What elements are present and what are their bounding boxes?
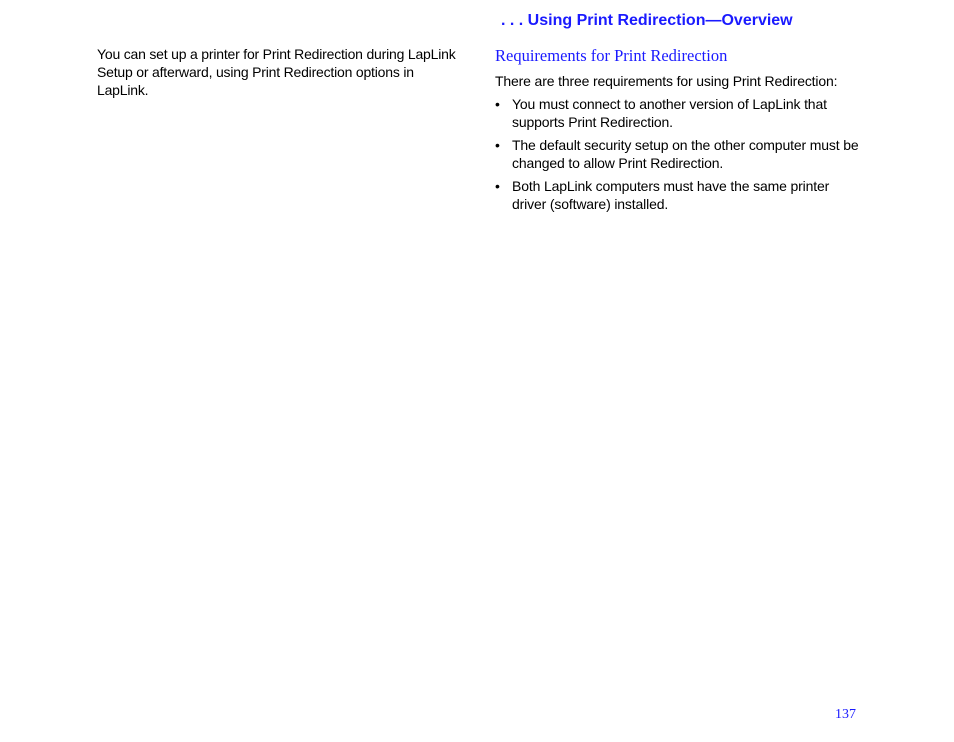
- bullet-icon: •: [495, 96, 500, 112]
- section-heading: Requirements for Print Redirection: [495, 46, 728, 65]
- list-item: [495, 177, 865, 213]
- list-item-text: The default security setup on the other computer must be changed to allow Print Redirection.: [512, 137, 859, 171]
- list-item-text: Both LapLink computers must have the same printer driver (software) installed.: [512, 178, 830, 212]
- page-number: 137: [835, 707, 856, 722]
- list-item-text: You must connect to another version of LapLink that supports Print Redirection.: [512, 96, 827, 130]
- requirements-section: [495, 45, 865, 218]
- requirements-list: [495, 95, 865, 213]
- list-item: [495, 136, 865, 172]
- requirements-intro: There are three requirements for using Print Redirection:: [495, 73, 838, 89]
- bullet-icon: •: [495, 178, 500, 194]
- bullet-icon: •: [495, 137, 500, 153]
- page-header-title: . . . Using Print Redirection—Overview: [501, 12, 793, 29]
- list-item: [495, 95, 865, 131]
- setup-paragraph: You can set up a printer for Print Redirection during LapLink Setup or afterward, using Print Redirection options in LapLink.: [97, 46, 456, 98]
